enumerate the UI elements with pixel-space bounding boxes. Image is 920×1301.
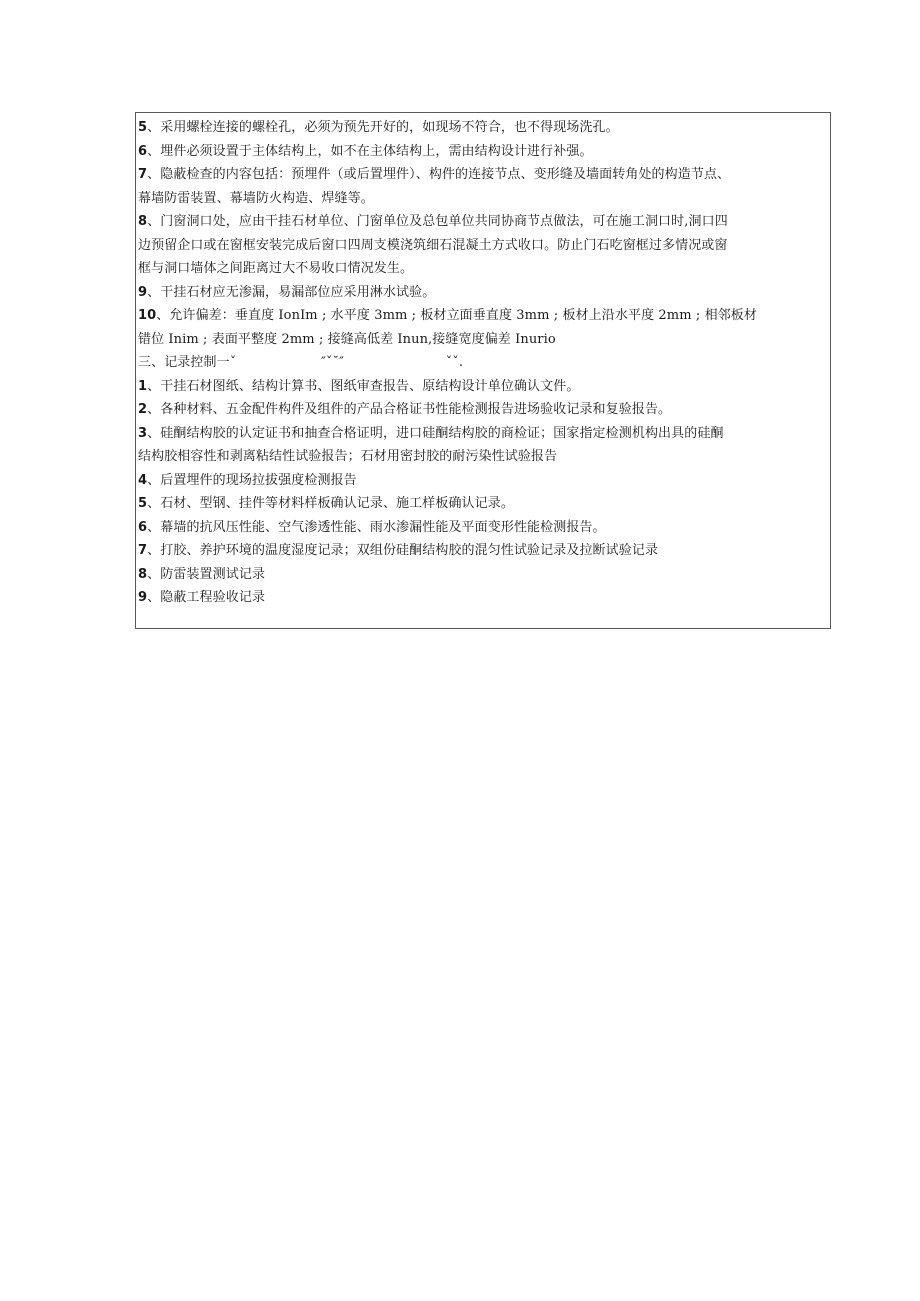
item-text: 、采用螺栓连接的螺栓孔，必须为预先开好的，如现场不符合，也不得现场洗孔。 <box>147 120 619 135</box>
item-text: 、防雷装置测试记录 <box>147 566 266 582</box>
item-text: 、打胶、养护环境的温度湿度记录；双组份硅酮结构胶的混匀性试验记录及拉断试验记录 <box>147 543 659 558</box>
item-text: 、后置埋件的现场拉拔强度检测报告 <box>147 472 357 488</box>
item-text: 、干挂石材图纸、结构计算书、图纸审查报告、原结构设计单位确认文件。 <box>147 378 580 394</box>
item-text: 幕墙防雷装置、幕墙防火构造、焊缝等。 <box>138 190 374 206</box>
item-number: 6 <box>138 143 148 159</box>
list-item <box>138 116 830 140</box>
item-text: 、门窗洞口处，应由干挂石材单位、门窗单位及总包单位共同协商节点做法，可在施工洞口时,洞口四 <box>147 214 728 229</box>
item-number: 7 <box>138 543 148 558</box>
list-item-continuation <box>138 328 830 352</box>
item-text: 、幕墙的抗风压性能、空气渗透性能、雨水渗漏性能及平面变形性能检测报告。 <box>147 519 606 535</box>
item-number: 8 <box>138 566 148 582</box>
item-number: 5 <box>138 120 148 135</box>
list-item <box>138 469 830 493</box>
item-text: 、各种材料、五金配件构件及组件的产品合格证书性能检测报告进场验收记录和复验报告。 <box>147 402 672 417</box>
item-text: 、允许偏差：垂直度 IonIm ; 水平度 3mm ; 板材立面垂直度 3mm ; 板材上沿水平度 2mm ; 相邻板材 <box>156 308 757 323</box>
item-number: 9 <box>138 590 148 605</box>
item-number: 2 <box>138 402 148 417</box>
item-text: 、干挂石材应无渗漏，易漏部位应采用淋水试验。 <box>147 284 436 300</box>
list-item <box>138 210 830 234</box>
item-number: 1 <box>138 378 148 394</box>
item-number: 10 <box>138 308 157 323</box>
list-item-continuation <box>138 234 830 258</box>
list-item <box>138 163 830 187</box>
item-text: 、隐蔽工程验收记录 <box>147 590 266 605</box>
item-number: 4 <box>138 472 148 488</box>
list-item-continuation <box>138 257 830 281</box>
item-text: 、硅酮结构胶的认定证书和抽查合格证明，进口硅酮结构胶的商检证；国家指定检测机构出具的硅酮 <box>147 425 724 441</box>
item-number: 9 <box>138 284 148 300</box>
item-number: 7 <box>138 167 148 182</box>
list-item <box>138 516 830 540</box>
list-item-continuation <box>138 187 830 211</box>
list-item <box>138 281 830 305</box>
list-item <box>138 398 830 422</box>
list-item <box>138 492 830 516</box>
list-item <box>138 422 830 446</box>
item-text: 、埋件必须设置于主体结构上，如不在主体结构上，需由结构设计进行补强。 <box>147 143 593 159</box>
list-item <box>138 140 830 164</box>
item-number: 5 <box>138 496 148 511</box>
section-heading <box>138 351 830 375</box>
document-table-cell <box>135 112 831 629</box>
item-text: 错位 Inim ; 表面平整度 2mm ; 接缝高低差 Inun,接缝宽度偏差 Inurio <box>138 331 556 347</box>
list-item <box>138 563 830 587</box>
item-text: 、隐蔽检查的内容包括：预埋件（或后置埋件）、构件的连接节点、变形缝及墙面转角处的构造节点、 <box>147 167 731 182</box>
item-text: 框与洞口墙体之间距离过大不易收口情况发生。 <box>138 261 414 276</box>
item-number: 8 <box>138 214 148 229</box>
item-text: 结构胶相容性和剥离粘结性试验报告；石材用密封胶的耐污染性试验报告 <box>138 449 558 464</box>
list-item <box>138 375 830 399</box>
section-heading-text: 三、记录控制一ˇ ″ˇ˘″ ˇˇ. <box>138 355 464 370</box>
item-text: 边预留企口或在窗框安装完成后窗口四周支模浇筑细石混凝土方式收口。防止门石吃窗框过多情况或窗 <box>138 237 728 253</box>
list-item <box>138 539 830 563</box>
item-number: 3 <box>138 425 148 441</box>
list-item-continuation <box>138 445 830 469</box>
list-item <box>138 304 830 328</box>
item-number: 6 <box>138 519 148 535</box>
item-text: 、石材、型钢、挂件等材料样板确认记录、施工样板确认记录。 <box>147 496 514 511</box>
list-item <box>138 586 830 610</box>
